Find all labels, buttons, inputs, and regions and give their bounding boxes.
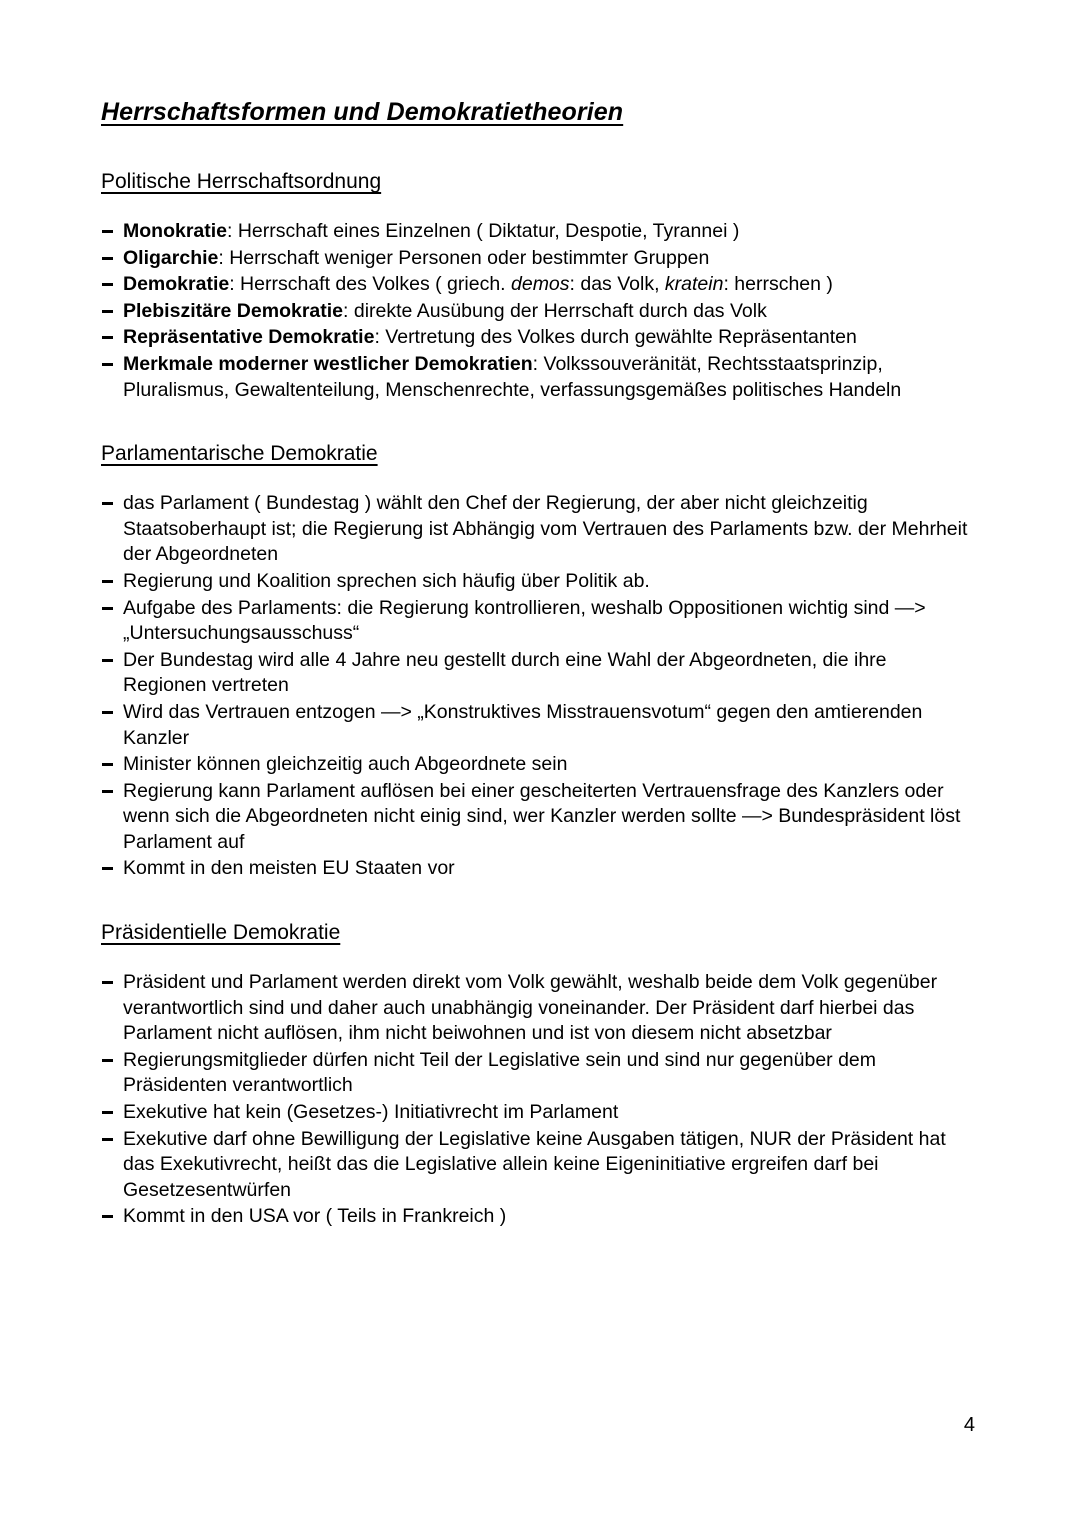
list-item xyxy=(101,219,975,245)
list-item: Kommt in den meisten EU Staaten vor xyxy=(101,856,975,882)
greek-term-kratein: kratein xyxy=(664,273,724,296)
list-item: Minister können gleichzeitig auch Abgeordnete sein xyxy=(101,752,975,778)
list-item-text: : Vertretung des Volkes durch gewählte Repräsentanten xyxy=(374,326,857,349)
list-item-lead: Repräsentative Demokratie xyxy=(123,326,375,349)
list-item: Regierung und Koalition sprechen sich häufig über Politik ab. xyxy=(101,569,975,595)
list-item: Exekutive hat kein (Gesetzes-) Initiativrecht im Parlament xyxy=(101,1100,975,1126)
list-item-text: : Herrschaft des Volkes ( griech. xyxy=(229,273,511,296)
list-item xyxy=(101,352,975,403)
list-item xyxy=(101,299,975,325)
list-item: Regierung kann Parlament auflösen bei einer gescheiterten Vertrauensfrage des Kanzlers oder wenn sich die Abgeordneten nicht einig sind, wer Kanzler werden sollte —> Bundespräsident löst Parlament auf xyxy=(101,779,975,856)
list-praesidentielle-demokratie xyxy=(101,970,975,1230)
list-parlamentarische-demokratie xyxy=(101,491,975,882)
list-item: Präsident und Parlament werden direkt vom Volk gewählt, weshalb beide dem Volk gegenüber verantwortlich sind und daher auch unabhängig voneinander. Der Präsident darf hierbei das Parlament nicht auflösen, ihm nicht beiwohnen und ist von diesem nicht absetzbar xyxy=(101,970,975,1047)
list-item-lead: Demokratie xyxy=(123,273,230,296)
list-item: Der Bundestag wird alle 4 Jahre neu gestellt durch eine Wahl der Abgeordneten, die ihre Regionen vertreten xyxy=(101,648,975,699)
page-title: Herrschaftsformen und Demokratietheorien xyxy=(101,98,624,126)
list-item-lead: Oligarchie xyxy=(123,246,219,269)
list-item: Wird das Vertrauen entzogen —> „Konstruktives Misstrauensvotum“ gegen den amtierenden Kanzler xyxy=(101,700,975,751)
list-item: Exekutive darf ohne Bewilligung der Legislative keine Ausgaben tätigen, NUR der Präsident hat das Exekutivrecht, heißt das die Legislative allein keine Eigeninitiative ergreifen darf bei Gesetzesentwürfen xyxy=(101,1127,975,1204)
list-herrschaftsordnung xyxy=(101,219,975,403)
list-item-text: : Herrschaft weniger Personen oder bestimmter Gruppen xyxy=(218,246,710,269)
list-item: Kommt in den USA vor ( Teils in Frankreich ) xyxy=(101,1204,975,1230)
page-number: 4 xyxy=(963,1414,975,1436)
list-item-text: : herrschen ) xyxy=(723,273,833,296)
list-item xyxy=(101,325,975,351)
section-heading-praesidentielle-demokratie: Präsidentielle Demokratie xyxy=(101,921,341,945)
greek-term-demos: demos xyxy=(511,273,570,296)
list-item-lead: Plebiszitäre Demokratie xyxy=(123,299,344,322)
section-heading-parlamentarische-demokratie: Parlamentarische Demokratie xyxy=(101,442,378,466)
list-item-text: : direkte Ausübung der Herrschaft durch das Volk xyxy=(343,299,767,322)
list-item xyxy=(101,246,975,272)
list-item xyxy=(101,272,975,298)
list-item: Aufgabe des Parlaments: die Regierung kontrollieren, weshalb Oppositionen wichtig sind —> „Untersuchungsausschuss“ xyxy=(101,596,975,647)
list-item-text: : Volkssouveränität, Rechtsstaatsprinzip, Pluralismus, Gewaltenteilung, Menschenrechte, verfassungsgemäßes politisches Handeln xyxy=(123,352,902,401)
list-item: das Parlament ( Bundestag ) wählt den Chef der Regierung, der aber nicht gleichzeitig Staatsoberhaupt ist; die Regierung ist Abhängig vom Vertrauen des Parlaments bzw. der Mehrheit der Abgeordneten xyxy=(101,491,975,568)
section-heading-herrschaftsordnung: Politische Herrschaftsordnung xyxy=(101,170,382,193)
list-item-text: : das Volk, xyxy=(569,273,665,296)
list-item-lead: Merkmale moderner westlicher Demokratien xyxy=(123,352,533,375)
list-item-text: : Herrschaft eines Einzelnen ( Diktatur, Despotie, Tyrannei ) xyxy=(227,220,740,242)
list-item-lead: Monokratie xyxy=(123,220,228,242)
list-item: Regierungsmitglieder dürfen nicht Teil der Legislative sein und sind nur gegenüber dem Präsidenten verantwortlich xyxy=(101,1048,975,1099)
